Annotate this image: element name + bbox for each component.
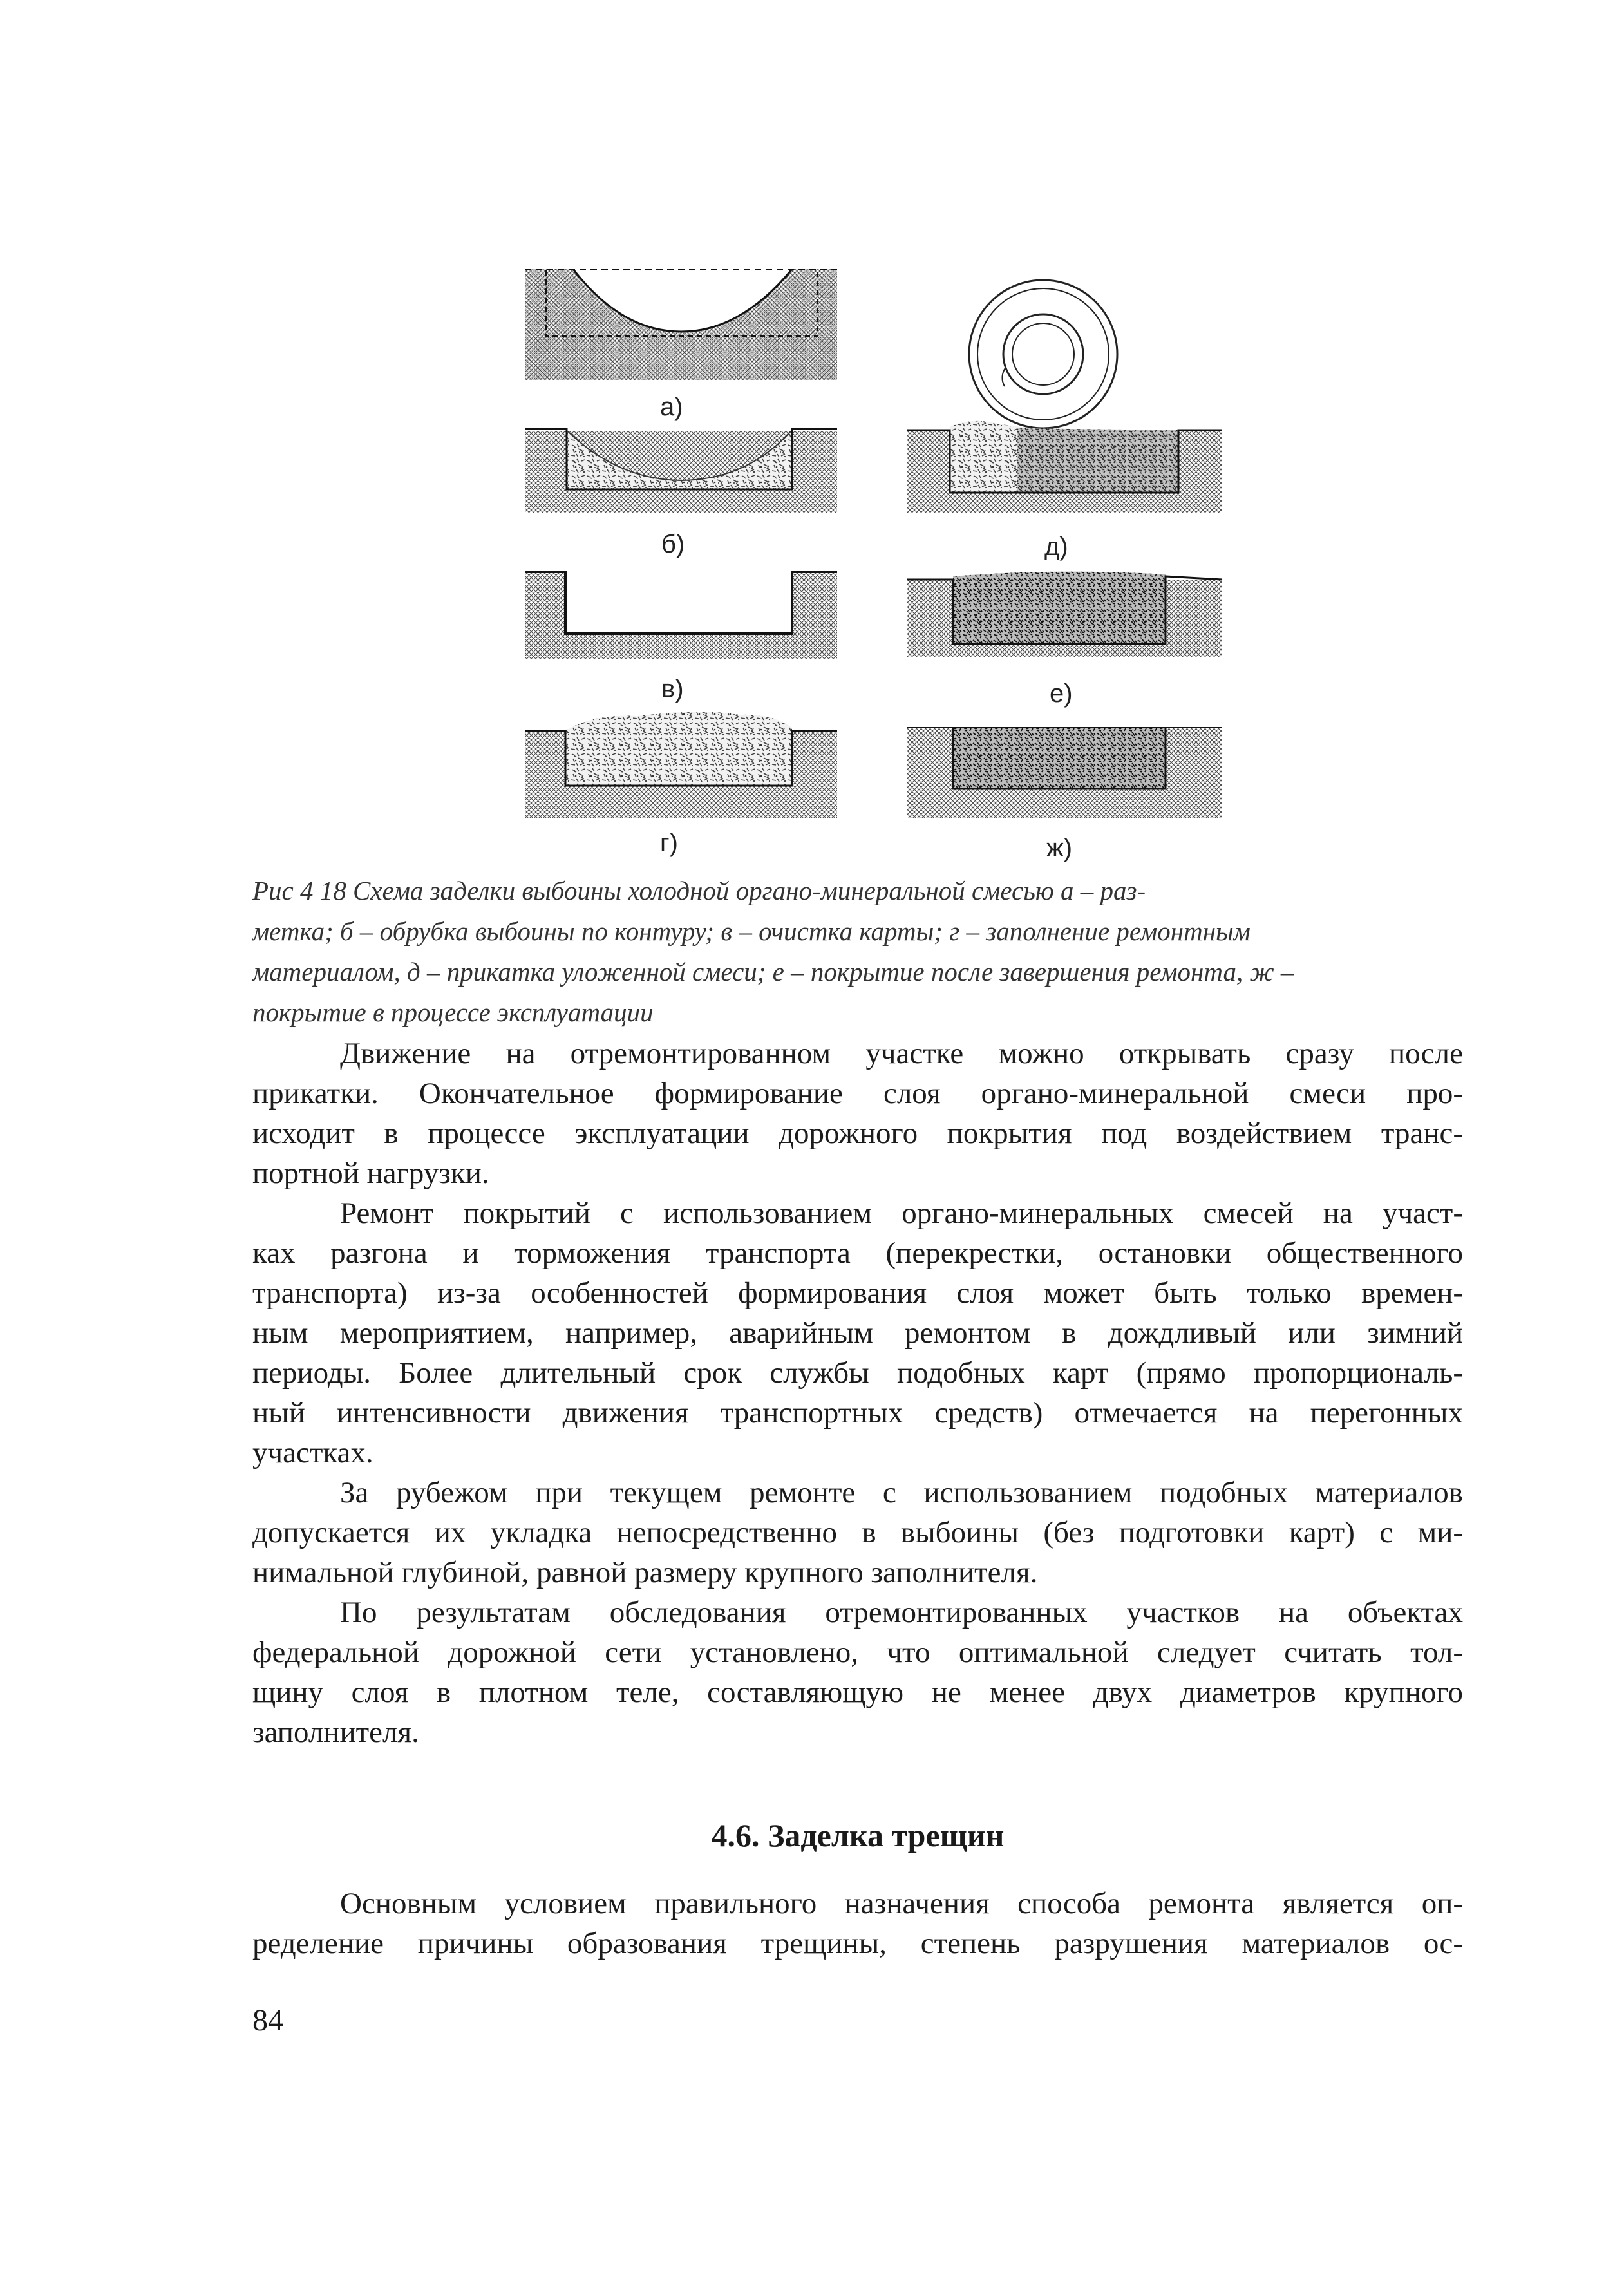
text-line: Движение на отремонтированном участке можно открывать сразу после <box>340 1037 1463 1070</box>
pothole-repair-figure <box>509 258 1223 863</box>
caption-line: покрытие в процессе эксплуатации <box>252 997 654 1027</box>
section-heading: 4.6. Заделка трещин <box>711 1817 1005 1853</box>
text-line: ределение причины образования трещины, степень разрушения материалов ос- <box>252 1927 1463 1960</box>
text-line: По результатам обследования отремонтированных участков на объектах <box>340 1596 1463 1629</box>
text-line: портной нагрузки. <box>252 1157 489 1190</box>
paragraph-4 <box>252 1592 1463 1752</box>
panel-label-b: б) <box>661 530 685 558</box>
text-line: допускается их укладка непосредственно в выбоины (без подготовки карт) с ми- <box>252 1516 1463 1549</box>
caption-line: Рис 4 18 Схема заделки выбоины холодной органо-минеральной смесью а – раз- <box>252 876 1146 905</box>
text-line: периоды. Более длительный срок службы подобных карт (прямо пропорциональ- <box>252 1356 1463 1390</box>
panel-e <box>907 572 1222 708</box>
roller-icon <box>969 280 1117 428</box>
text-line: Основным условием правильного назначения способа ремонта является оп- <box>340 1887 1463 1920</box>
text-line: нимальной глубиной, равной размеру крупного заполнителя. <box>252 1556 1038 1589</box>
text-line: федеральной дорожной сети установлено, что оптимальной следует считать тол- <box>252 1636 1463 1669</box>
paragraph-5 <box>252 1884 1463 1963</box>
text-line: ный интенсивности движения транспортных средств) отмечается на перегонных <box>252 1396 1463 1430</box>
body-text <box>252 1034 1463 1752</box>
panel-zh <box>907 728 1222 862</box>
panel-label-d: д) <box>1044 533 1068 561</box>
panel-b <box>525 424 837 558</box>
paragraph-1 <box>252 1034 1463 1193</box>
page-number: 84 <box>252 2003 283 2037</box>
paragraph-2 <box>252 1193 1463 1473</box>
text-line: транспорта) из-за особенностей формирования слоя может быть только времен- <box>252 1276 1463 1310</box>
text-line: прикатки. Окончательное формирование слоя органо-минеральной смеси про- <box>252 1077 1463 1110</box>
panel-label-a: а) <box>660 393 683 421</box>
panel-g <box>525 712 837 857</box>
text-line: ках разгона и торможения транспорта (перекрестки, остановки общественного <box>252 1236 1463 1270</box>
text-line: ным мероприятием, например, аварийным ремонтом в дождливый или зимний <box>252 1316 1463 1350</box>
caption-line: метка; б – обрубка выбоины по контуру; в – очистка карты; г – заполнение ремонтным <box>252 916 1251 946</box>
paragraph-3 <box>252 1473 1463 1592</box>
panel-label-zh: ж) <box>1046 834 1073 862</box>
panel-a <box>525 269 837 421</box>
text-line: Ремонт покрытий с использованием органо-минеральных смесей на участ- <box>340 1196 1463 1230</box>
panel-d <box>907 280 1222 561</box>
figure-caption <box>252 871 1463 1033</box>
caption-line: материалом, д – прикатка уложенной смеси; е – покрытие после завершения ремонта, ж – <box>252 957 1294 987</box>
body-text-2 <box>252 1884 1463 1963</box>
panel-label-e: е) <box>1050 679 1073 708</box>
text-line: заполнителя. <box>252 1715 419 1749</box>
text-line: щину слоя в плотном теле, составляющую не менее двух диаметров крупного <box>252 1676 1463 1709</box>
panel-v <box>525 569 837 703</box>
panel-label-g: г) <box>660 829 678 857</box>
text-line: исходит в процессе эксплуатации дорожного покрытия под воздействием транс- <box>252 1117 1463 1150</box>
panel-label-v: в) <box>661 675 684 703</box>
text-line: участках. <box>252 1436 373 1469</box>
text-line: За рубежом при текущем ремонте с использованием подобных материалов <box>340 1476 1463 1509</box>
